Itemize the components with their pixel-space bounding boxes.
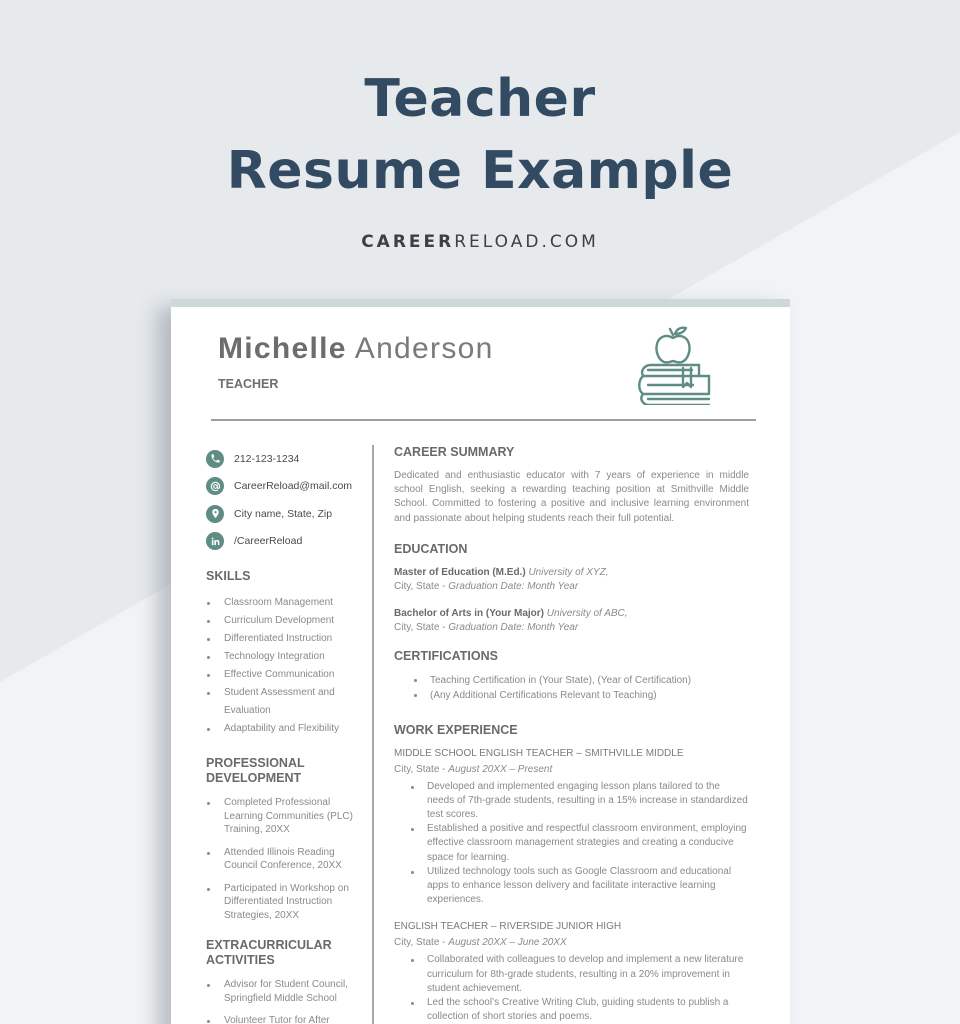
skill-item: Effective Communication — [206, 666, 366, 684]
contact-linkedin — [206, 528, 366, 556]
duty-item: Led the school’s Creative Writing Club, guiding students to publish a collection of short stories and poems. — [394, 996, 749, 1024]
pd-item: Attended Illinois Reading Council Conference, 20XX — [206, 846, 366, 873]
duty-item: Collaborated with colleagues to develop and implement a new literature curriculum for 8th-grade students, resulting in a 20% improvement in student achievement. — [394, 953, 749, 996]
professional-development-heading — [206, 756, 366, 786]
extracurricular-item: Volunteer Tutor for After — [206, 1014, 366, 1024]
certifications-list — [394, 673, 749, 703]
career-summary-text: Dedicated and enthusiastic educator with 7 years of experience in middle school English, seeking a rewarding teaching position at Smithville Middle School. Committed to fostering a positive and inclusive learning environment and passionate about helping students reach their full potential. — [394, 470, 749, 524]
education-entry — [394, 607, 749, 635]
job-duties — [394, 780, 749, 908]
phone-icon — [206, 450, 224, 468]
contact-address — [206, 500, 366, 528]
job-dates: August 20XX – Present — [448, 763, 553, 775]
certification-item: (Any Additional Certifications Relevant to Teaching) — [394, 688, 749, 703]
degree: Master of Education (M.Ed.) — [394, 566, 526, 578]
extracurricular-heading — [206, 938, 366, 968]
job-city: City, State - — [394, 763, 449, 775]
contact-text: 212-123-1234 — [234, 452, 300, 465]
job-title: MIDDLE SCHOOL ENGLISH TEACHER – SMITHVILLE MIDDLE — [394, 747, 684, 759]
pd-item: Completed Professional Learning Communities (PLC) Training, 20XX — [206, 796, 366, 837]
job-location — [394, 936, 749, 950]
apple-on-books-icon — [637, 319, 715, 405]
linkedin-icon — [206, 532, 224, 550]
contact-email — [206, 473, 366, 501]
contact-phone — [206, 445, 366, 473]
skill-item: Classroom Management — [206, 594, 366, 612]
last-name: Anderson — [354, 332, 494, 365]
site-name-bold: CAREER — [361, 232, 455, 252]
education-heading: EDUCATION — [394, 541, 468, 556]
resume-role: TEACHER — [218, 377, 279, 391]
graduation-date: Graduation Date: Month Year — [448, 581, 579, 593]
contact-text: CareerReload@mail.com — [234, 480, 353, 493]
first-name: Michelle — [218, 332, 347, 365]
job-location — [394, 763, 749, 777]
duty-item: Utilized technology tools such as Google Classroom and educational apps to enhance lesson delivery and facilitate interactive learning experiences. — [394, 865, 749, 908]
left-column — [206, 445, 366, 1024]
school: University of ABC, — [546, 608, 628, 620]
extracurricular-list — [206, 978, 366, 1024]
professional-development-list — [206, 796, 366, 922]
right-column — [394, 445, 749, 1024]
skill-item: Differentiated Instruction — [206, 630, 366, 648]
graduation-date: Graduation Date: Month Year — [448, 622, 579, 634]
heading-line: PROFESSIONAL — [206, 756, 305, 770]
career-summary-heading: CAREER SUMMARY — [394, 445, 515, 459]
header-divider — [211, 419, 756, 421]
job-title: ENGLISH TEACHER – RIVERSIDE JUNIOR HIGH — [394, 921, 622, 933]
heading-line: EXTRACURRICULAR — [206, 938, 332, 952]
location: City, State - — [394, 622, 449, 634]
at-sign-icon — [206, 477, 224, 495]
location: City, State - — [394, 581, 449, 593]
certifications-heading: CERTIFICATIONS — [394, 648, 498, 663]
duty-item: Established a positive and respectful classroom environment, employing effective classroom management strategies and creating a conducive space for learning. — [394, 822, 749, 865]
heading-line: ACTIVITIES — [206, 953, 275, 967]
contact-text: City name, State, Zip — [234, 507, 333, 520]
location-pin-icon — [206, 505, 224, 523]
school: University of XYZ, — [528, 566, 609, 578]
heading-line: DEVELOPMENT — [206, 771, 302, 785]
resume-name — [218, 332, 494, 366]
skill-item: Curriculum Development — [206, 612, 366, 630]
contact-text: /CareerReload — [234, 535, 303, 548]
job-city: City, State - — [394, 937, 449, 949]
skill-item: Technology Integration — [206, 648, 366, 666]
skill-item: Adaptability and Flexibility — [206, 720, 366, 738]
certification-item: Teaching Certification in (Your State), (Year of Certification) — [394, 673, 749, 688]
education-entry — [394, 566, 749, 594]
job-dates: August 20XX – June 20XX — [448, 937, 567, 949]
hero-title-line2: Resume Example — [226, 141, 734, 201]
resume-page — [171, 299, 790, 1024]
job-entry — [394, 747, 749, 908]
site-name — [0, 232, 960, 252]
work-experience-heading: WORK EXPERIENCE — [394, 722, 518, 737]
pd-item: Participated in Workshop on Differentiated Instruction Strategies, 20XX — [206, 882, 366, 923]
site-name-rest: RELOAD.COM — [454, 232, 599, 252]
skills-list — [206, 594, 366, 738]
extracurricular-item: Advisor for Student Council, Springfield Middle School — [206, 978, 366, 1005]
skills-heading: SKILLS — [206, 569, 251, 583]
column-divider — [372, 445, 374, 1024]
duty-item: Developed and implemented engaging lesson plans tailored to the needs of 7th-grade students, resulting in a 15% increase in standardized test scores. — [394, 780, 749, 823]
job-duties — [394, 953, 749, 1024]
degree: Bachelor of Arts in (Your Major) — [394, 608, 545, 620]
hero-title-line1: Teacher — [364, 69, 596, 129]
skill-item: Student Assessment and Evaluation — [206, 684, 366, 720]
job-entry — [394, 920, 749, 1024]
